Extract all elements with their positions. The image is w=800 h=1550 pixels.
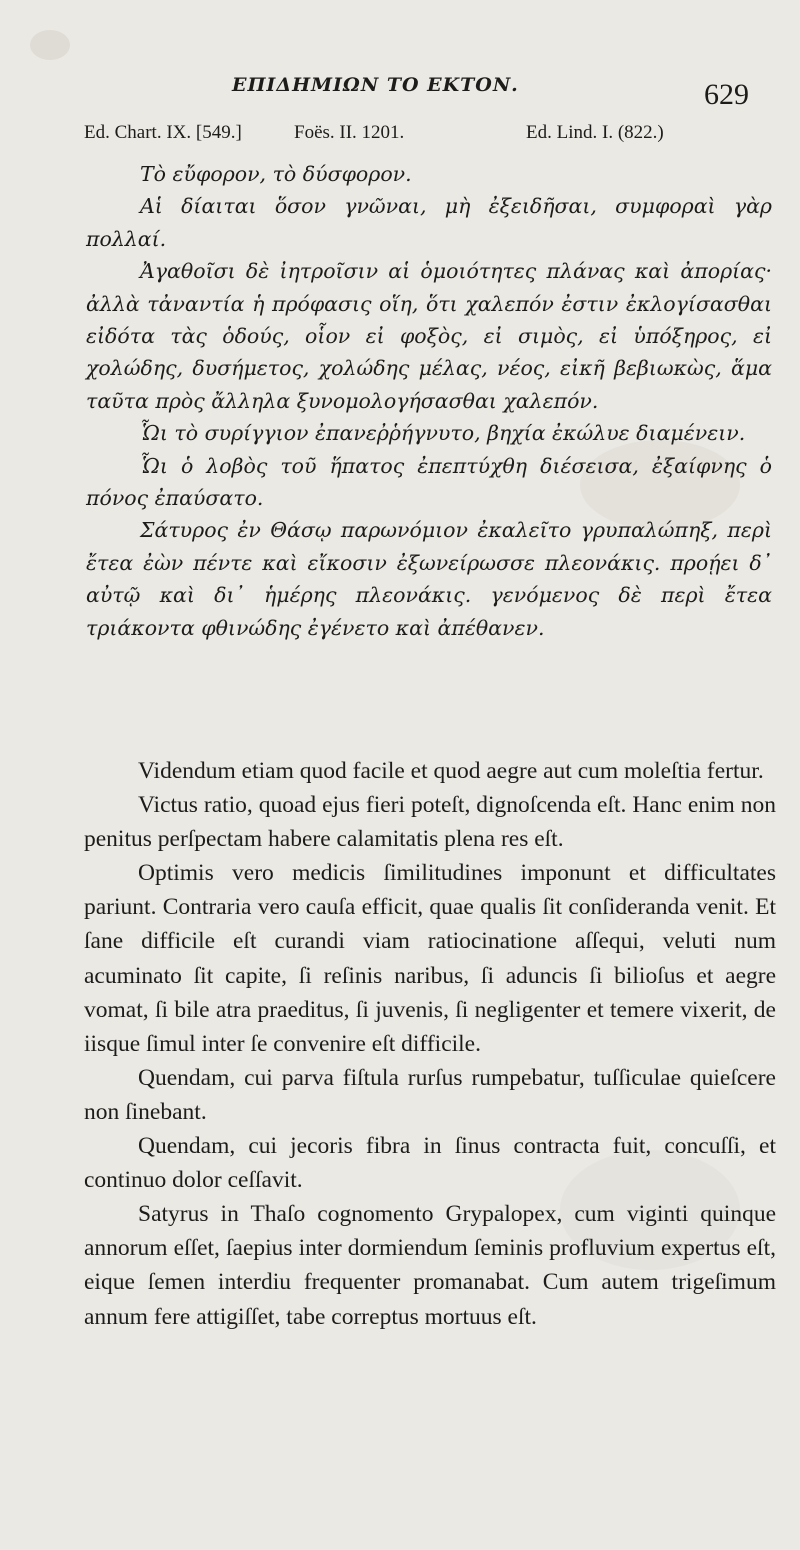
latin-paragraph: Quendam, cui parva fiſtula rurſus rumpebatur, tuſſiculae quieſcere non ſinebant. bbox=[84, 1064, 776, 1125]
latin-paragraph: Quendam, cui jecoris fibra in ſinus contracta fuit, concuſſi, et continuo dolor ceſſavit. bbox=[84, 1133, 776, 1194]
page-number: 629 bbox=[704, 78, 749, 111]
greek-paragraph: Τὸ εὔφορον, τὸ δύσφορον. bbox=[140, 162, 412, 186]
edition-lind: Ed. Lind. I. (822.) bbox=[526, 122, 664, 143]
paper-stain bbox=[30, 30, 70, 60]
greek-paragraph: Ὧι τὸ συρίγγιον ἐπανεῤῥήγνυτο, βηχία ἐκώλυε διαμένειν. bbox=[140, 421, 746, 446]
greek-paragraph: Σάτυρος ἐν Θάσῳ παρωνόμιον ἐκαλεῖτο γρυπαλώπηξ, περὶ ἔτεα ἐὼν πέντε καὶ εἴκοσιν ἐξωνείρωσσε πλεονάκις. προῄει δ᾽ αὐτῷ καὶ δι᾽ ἡμέρης πλεονάκις. γενόμενος δὲ περὶ ἔτεα τριάκοντα φθινώδης ἐγένετο καὶ ἀπέθανεν. bbox=[86, 518, 772, 640]
running-head: ΕΠΙΔΗΜΙΩΝ ΤΟ ΕΚΤΟΝ. bbox=[232, 74, 519, 96]
greek-paragraph: Ὧι ὁ λοβὸς τοῦ ἥπατος ἐπεπτύχθη διέσεισα, ἐξαίφνης ὁ πόνος ἐπαύσατο. bbox=[86, 453, 772, 511]
latin-paragraph: Videndum etiam quod facile et quod aegre aut cum moleſtia fertur. bbox=[138, 758, 764, 784]
latin-paragraph: Optimis vero medicis ſimilitudines imponunt et difficultates pariunt. Contraria vero cauſa efficit, quae qualis ſit conſideranda venit. Et ſane difficile eſt curandi viam ratiocinatione aſſequi, veluti num acuminato ſit capite, ſi reſinis naribus, ſi aduncis ſi bilioſus et aegre vomat, ſi bile atra praeditus, ſi juvenis, ſi negligenter et temere vixerit, de iisque ſimul inter ſe convenire eſt difficile. bbox=[84, 860, 776, 1057]
latin-paragraph: Victus ratio, quoad ejus fieri poteſt, dignoſcenda eſt. Hanc enim non penitus perſpectam habere calamitatis plena res eſt. bbox=[84, 792, 776, 853]
edition-foes: Foës. II. 1201. bbox=[294, 122, 405, 143]
latin-paragraph: Satyrus in Thaſo cognomento Grypalopex, cum viginti quinque annorum eſſet, ſaepius inter dormiendum ſeminis profluvium expertus eſt, eique ſemen interdiu frequenter promanabat. Cum autem trigeſimum annum fere attigiſſet, tabe correptus mortuus eſt. bbox=[84, 1201, 776, 1330]
greek-text-block bbox=[86, 158, 772, 644]
greek-paragraph: Ἀγαθοῖσι δὲ ἰητροῖσιν αἱ ὁμοιότητες πλάνας καὶ ἀπορίας· ἀλλὰ τἀναντία ἡ πρόφασις οἵη, ὅτι χαλεπόν ἐστιν ἐκλογίσασθαι εἰδότα τὰς ὁδούς, οἷον εἰ φοξὸς, εἰ σιμὸς, εἰ ὑπόξηρος, εἰ χολώδης, δυσήμετος, χολώδης μέλας, νέος, εἰκῆ βεβιωκὼς, ἅμα ταῦτα πρὸς ἄλληλα ξυνομολογήσασθαι χαλεπόν. bbox=[86, 259, 772, 413]
greek-paragraph: Αἱ δίαιται ὅσον γνῶναι, μὴ ἐξειδῆσαι, συμφοραὶ γὰρ πολλαί. bbox=[86, 194, 772, 251]
edition-chart: Ed. Chart. IX. [549.] bbox=[84, 122, 242, 143]
latin-text-block bbox=[84, 754, 776, 1334]
